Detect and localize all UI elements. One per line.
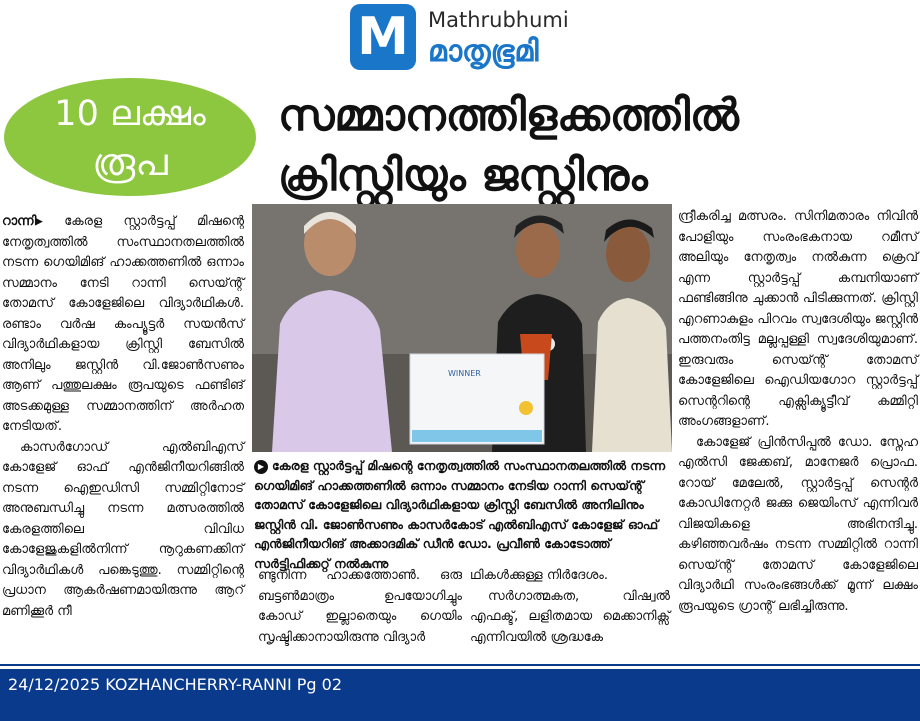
masthead: [350, 4, 630, 74]
footer-divider: [0, 664, 920, 666]
article-paragraph: [2, 212, 244, 438]
article-paragraph: കാസർഗോഡ് എൽബിഎസ് കോളേജ് ഓഫ് എൻജിനീയറിങ്ങിൽ നടന്ന ഐഇഡിസി സമ്മിറ്റിനോട് അനുബന്ധിച്ചു നടന്ന മത്സരത്തിൽ കേരളത്തിലെ വിവിധ കോളേജുകളിൽനിന്ന് നൂറുകണക്കിന് വിദ്യാർഥികൾ പങ്കെടുത്തു. സമ്മിറ്റിന്റെ പ്രധാന ആകർഷണമായിരുന്നു ആറ് മണിക്കൂർ നീ: [2, 439, 244, 619]
headline-line1: സമ്മാനത്തിളക്കത്തിൽ: [278, 90, 739, 141]
caption-bullet-icon: ▶: [254, 460, 268, 474]
dateline: റാന്നി: [2, 214, 37, 229]
caption-text: കേരള സ്റ്റാർട്ടപ്പ് മിഷന്റെ നേതൃത്വത്തിൽ സംസ്ഥാനതലത്തിൽ നടന്ന ഗെയിമിങ് ഹാക്കത്തണിൽ ഒന്നാം സമ്മാനം നേടിയ റാന്നി സെയ്ന്റ് തോമസ് കോളേജിലെ വിദ്യാർഥികളായ ക്രിസ്റ്റി ബേസിൽ അനിലിനും ജസ്റ്റിൻ വി. ജോൺസണും കാസർകോട് എൽബിഎസ് കോളേജ് ഓഫ് എൻജിനീയറിങ് അക്കാദമിക് ഡീൻ ഡോ. പ്രവീൺ കോടോത്ത് സർട്ടിഫിക്കറ്റ് നൽകുന്നു: [254, 458, 666, 571]
prize-amount-tag: [4, 78, 256, 196]
prize-amount-line1: 10 ലക്ഷം: [54, 94, 206, 134]
brand-name-malayalam: മാതൃഭൂമി: [428, 34, 539, 69]
article-column-4: [678, 207, 918, 617]
article-paragraph: ഥികൾക്കുള്ള നിർദേശം.: [470, 568, 609, 583]
article-column-2: [258, 566, 462, 648]
news-photo: [252, 204, 672, 452]
certificate-board-label: WINNER: [448, 369, 481, 378]
article-paragraph: കോളേജ് പ്രിൻസിപ്പൽ ഡോ. സ്നേഹ എൽസി ജേക്കബ്, മാനേജർ പ്രൊഫ. റോയ് മേലേൽ, സ്റ്റാർട്ടപ്പ് സെന്റർ കോഡിനേറ്റർ ജക്കു ജെയിംസ് എന്നിവർ വിജയികളെ അഭിനന്ദിച്ചു. കഴിഞ്ഞവർഷം നടന്ന സമ്മിറ്റിൽ റാന്നി സെയ്ന്റ് തോമസ് കോളേജിലെ വിദ്യാർഥി സംരംഭങ്ങൾക്ക് മൂന്ന് ലക്ഷം രൂപയുടെ ഗ്രാന്റ് ലഭിച്ചിരുന്നു.: [678, 434, 918, 614]
brand-name-english: Mathrubhumi: [428, 8, 569, 32]
article-column-1: [2, 212, 244, 622]
mathrubhumi-logo: M: [350, 4, 416, 70]
headline: [278, 86, 908, 206]
article-paragraph: ണ്ടുനിന്ന ഹാക്കത്തോൺ. ഒരു ബട്ടൺമാത്രം ഉപയോഗിച്ചും കോഡ് ഇല്ലാതെയും ഗെയിം സൃഷ്ടിക്കാനായിരുന്നു വിദ്യാർ: [258, 568, 462, 645]
photo-caption: [254, 456, 668, 573]
article-column-3: [470, 566, 670, 648]
edition-info: 24/12/2025 KOZHANCHERRY-RANNI Pg 02: [8, 675, 342, 694]
dateline-arrow: ▸: [36, 214, 65, 229]
article-paragraph: സർഗാത്മകത, വിഷ്വൽ എഫക്ട്, ലളിതമായ മെക്കാനിക്സ് എന്നിവയിൽ ശ്രദ്ധകേ: [470, 588, 670, 645]
prize-amount-line2: രൂപ: [92, 140, 168, 184]
photo-illustration: [252, 204, 672, 452]
article-paragraph: ന്ദ്രീകരിച്ച മത്സരം. സിനിമതാരം നിവിൻ പോളിയും സംരംഭകനായ റമീസ് അലിയും നേതൃത്വം നൽകുന്ന ക്രെവ് എന്ന സ്റ്റാർട്ടപ്പ് കമ്പനിയാണ് ഫണ്ടിങ്ങിനു ചുക്കാൻ പിടിക്കുന്നത്. ക്രിസ്റ്റി എറണാകുളം പിറവം സ്വദേശിയും ജസ്റ്റിൻ പത്തനംതിട്ട മല്ലപ്പള്ളി സ്വദേശിയുമാണ്. ഇരുവരും സെയ്ന്റ് തോമസ് കോളേജിലെ ഐഡിയഗോറ സ്റ്റാർട്ടപ്പ് സെന്ററിന്റെ എക്സിക്യൂട്ടീവ് കമ്മിറ്റി അംഗങ്ങളാണ്.: [678, 209, 918, 429]
footer-bar: [0, 669, 920, 721]
article-text: കേരള സ്റ്റാർട്ടപ്പ് മിഷന്റെ നേതൃത്വത്തിൽ സംസ്ഥാനതലത്തിൽ നടന്ന ഗെയിമിങ് ഹാക്കത്തണിൽ ഒന്നാം സമ്മാനം നേടി റാന്നി സെയ്ന്റ് തോമസ് കോളേജിലെ വിദ്യാർഥികൾ. രണ്ടാം വർഷ കംപ്യൂട്ടർ സയൻസ് വിദ്യാർഥികളായ ക്രിസ്റ്റി ബേസിൽ അനിലും ജസ്റ്റിൻ വി.ജോൺസണും ആണ് പത്തുലക്ഷം രൂപയുടെ ഫണ്ടിങ് അടക്കമുള്ള സമ്മാനത്തിന് അർഹത നേടിയത്.: [2, 214, 244, 434]
headline-line2: ക്രിസ്റ്റിയും ജസ്റ്റിനും: [278, 150, 648, 201]
